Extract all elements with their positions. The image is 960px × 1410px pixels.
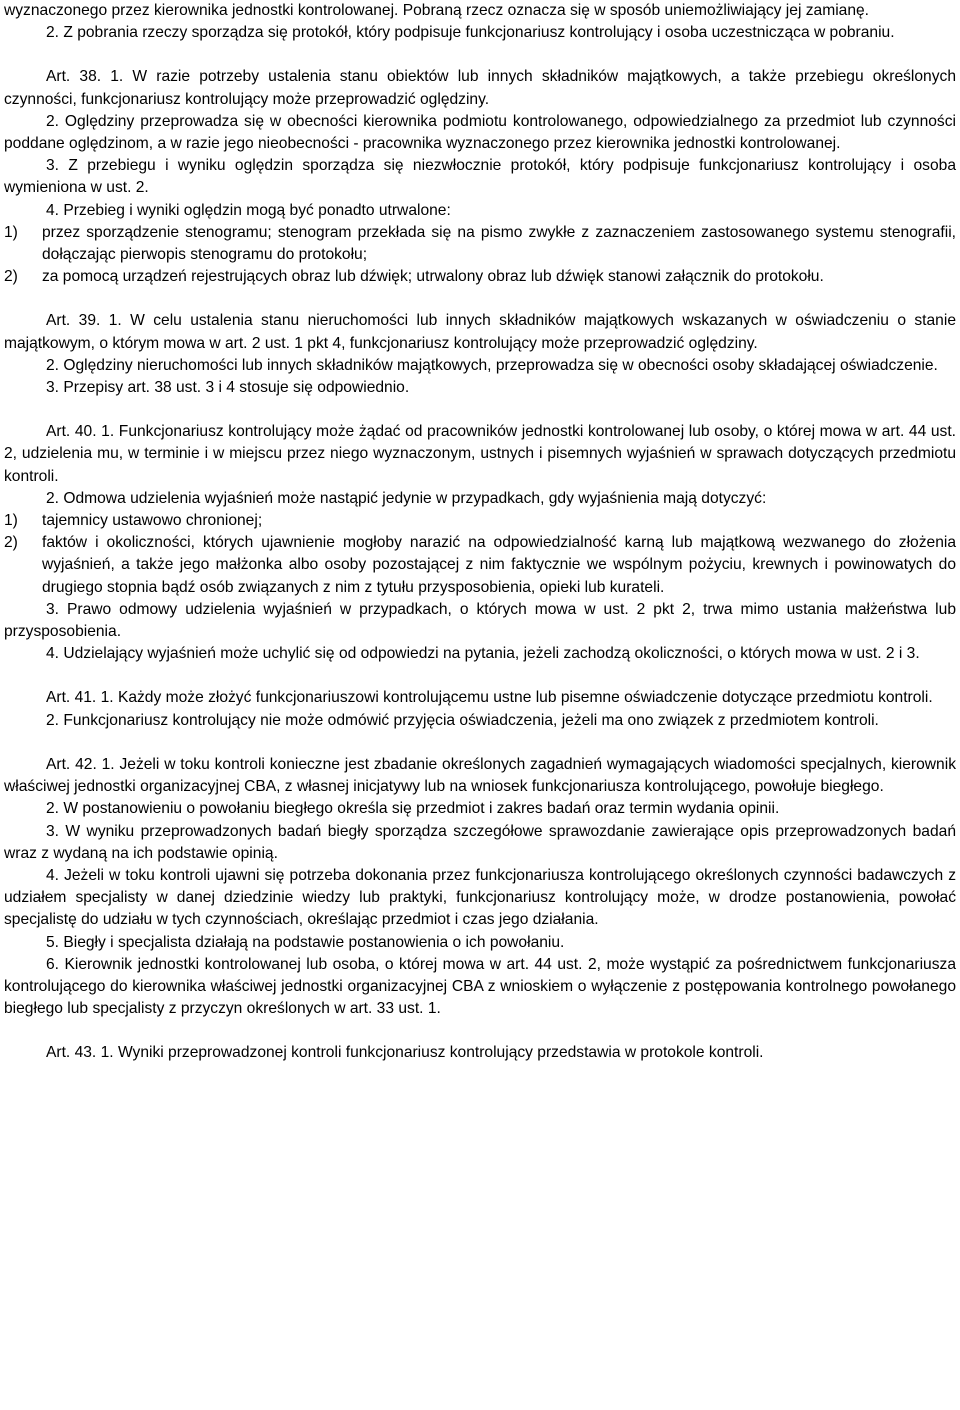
article-42-paragraph-6: 6. Kierownik jednostki kontrolowanej lub osoba, o której mowa w art. 44 ust. 2, może wystąpić za pośrednictwem funkcjonariusza kontrolującego do kierownika właściwej jednostki organizacyjnej CBA z wnioskiem o wyłączenie z postępowania kontrolnego powołanego biegłego lub specjalisty z przyczyn określonych w art. 33 ust. 1. xyxy=(4,955,956,1018)
article-39-paragraph-3: 3. Przepisy art. 38 ust. 3 i 4 stosuje się odpowiednio. xyxy=(46,379,410,397)
article-39-paragraph-1: Art. 39. 1. W celu ustalenia stanu nieruchomości lub innych składników majątkowych wskazanych w oświadczeniu o stanie majątkowym, o którym mowa w art. 2 ust. 1 pkt 4, funkcjonariusz kontrolujący może przeprowadzić oględziny. xyxy=(4,312,956,352)
article-40-paragraph-4: 4. Udzielający wyjaśnień może uchylić się od odpowiedzi na pytania, jeżeli zachodzą okoliczności, o których mowa w ust. 2 i 3. xyxy=(46,645,920,663)
list-item-text: faktów i okoliczności, których ujawnienie mogłoby narazić na odpowiedzialność karną lub majątkową wezwanego do złożenia wyjaśnień, a także jego małżonka albo osoby pozostającej z nim faktycznie we wspólnym pożyciu, krewnych i powinowatych do drugiego stopnia bądź osób związanych z nim z tytułu przysposobienia, opieki lub kurateli. xyxy=(42,534,956,596)
list-item-number: 1) xyxy=(4,512,18,530)
list-item-text: przez sporządzenie stenogramu; stenogram przekłada się na pismo zwykłe z zaznaczeniem zastosowanego systemu stenografii, dołączając pierwopis stenogramu do protokołu; xyxy=(42,223,956,264)
list-item-number: 1) xyxy=(4,223,18,241)
list-item xyxy=(4,222,956,266)
list-item-number: 2) xyxy=(4,534,18,552)
list-item xyxy=(4,532,956,599)
article-41-paragraph-2: 2. Funkcjonariusz kontrolujący nie może odmówić przyjęcia oświadczenia, jeżeli ma ono związek z przedmiotem kontroli. xyxy=(46,711,879,729)
list-item xyxy=(4,510,956,532)
list-item-text: za pomocą urządzeń rejestrujących obraz lub dźwięk; utrwalony obraz lub dźwięk stanowi załącznik do protokołu. xyxy=(42,268,824,286)
article-38-paragraph-2: 2. Oględziny przeprowadza się w obecności kierownika podmiotu kontrolowanego, odpowiedzialnego za przedmiot lub czynności poddane oględzinom, a w razie jego nieobecności - pracownika wyznaczonego przez kierownika jednostki kontrolowanej. xyxy=(4,112,956,153)
article-41-paragraph-1: Art. 41. 1. Każdy może złożyć funkcjonariuszowi kontrolującemu ustne lub pisemne oświadczenie dotyczące przedmiotu kontroli. xyxy=(46,689,933,707)
paragraph: wyznaczonego przez kierownika jednostki kontrolowanej. Pobraną rzecz oznacza się w sposób uniemożliwiający jej zamianę. xyxy=(4,2,870,19)
article-40-paragraph-1: Art. 40. 1. Funkcjonariusz kontrolujący może żądać od pracowników jednostki kontrolowanej lub osoby, o której mowa w art. 44 ust. 2, udzielenia mu, w terminie i w miejscu przez niego wyznaczonym, ustnych i pisemnych wyjaśnień w sprawach dotyczących przedmiotu kontroli. xyxy=(4,423,956,485)
article-40-paragraph-2: 2. Odmowa udzielenia wyjaśnień może nastąpić jedynie w przypadkach, gdy wyjaśnienia mają dotyczyć: xyxy=(46,489,767,507)
article-42-paragraph-5: 5. Biegły i specjalista działają na podstawie postanowienia o ich powołaniu. xyxy=(46,933,565,951)
article-38-paragraph-3: 3. Z przebiegu i wyniku oględzin sporządza się niezwłocznie protokół, który podpisuje funkcjonariusz kontrolujący i osoba wymieniona w ust. 2. xyxy=(4,157,956,197)
article-43-paragraph-1: Art. 43. 1. Wyniki przeprowadzonej kontroli funkcjonariusz kontrolujący przedstawia w protokole kontroli. xyxy=(46,1044,764,1062)
article-42-paragraph-2: 2. W postanowieniu o powołaniu biegłego określa się przedmiot i zakres badań oraz termin wydania opinii. xyxy=(46,800,780,818)
list-item xyxy=(4,266,956,288)
article-39-paragraph-2: 2. Oględziny nieruchomości lub innych składników majątkowych, przeprowadza się w obecności osoby składającej oświadczenie. xyxy=(46,356,938,374)
article-40-paragraph-3: 3. Prawo odmowy udzielenia wyjaśnień w przypadkach, o których mowa w ust. 2 pkt 2, trwa mimo ustania małżeństwa lub przysposobienia. xyxy=(4,600,956,641)
list-item-text: tajemnicy ustawowo chronionej; xyxy=(42,512,263,530)
list-item-number: 2) xyxy=(4,268,18,286)
article-42-paragraph-4: 4. Jeżeli w toku kontroli ujawni się potrzeba dokonania przez funkcjonariusza kontrolującego określonych czynności badawczych z udziałem specjalisty w danej dziedzinie wiedzy lub praktyki, funkcjonariusz kontrolujący może, w drodze postanowienia, powołać specjalistę do udziału w tych czynnościach, określając przedmiot i czas jego działania. xyxy=(4,866,956,929)
article-42-paragraph-3: 3. W wyniku przeprowadzonych badań biegły sporządza szczegółowe sprawozdanie zawierające opis przeprowadzonych badań wraz z wydaną na ich podstawie opinią. xyxy=(4,822,956,862)
paragraph: 2. Z pobrania rzeczy sporządza się protokół, który podpisuje funkcjonariusz kontrolujący i osoba uczestnicząca w pobraniu. xyxy=(46,24,895,42)
article-42-paragraph-1: Art. 42. 1. Jeżeli w toku kontroli konieczne jest zbadanie określonych zagadnień wymagających wiadomości specjalnych, kierownik właściwej jednostki organizacyjnej CBA, z własnej inicjatywy lub na wniosek funkcjonariusza kontrolującego, powołuje biegłego. xyxy=(4,755,956,796)
article-38-paragraph-4: 4. Przebieg i wyniki oględzin mogą być ponadto utrwalone: xyxy=(46,201,451,219)
article-38-paragraph-1: Art. 38. 1. W razie potrzeby ustalenia stanu obiektów lub innych składników majątkowych, a także przebiegu określonych czynności, funkcjonariusz kontrolujący może przeprowadzić oględziny. xyxy=(4,68,956,108)
